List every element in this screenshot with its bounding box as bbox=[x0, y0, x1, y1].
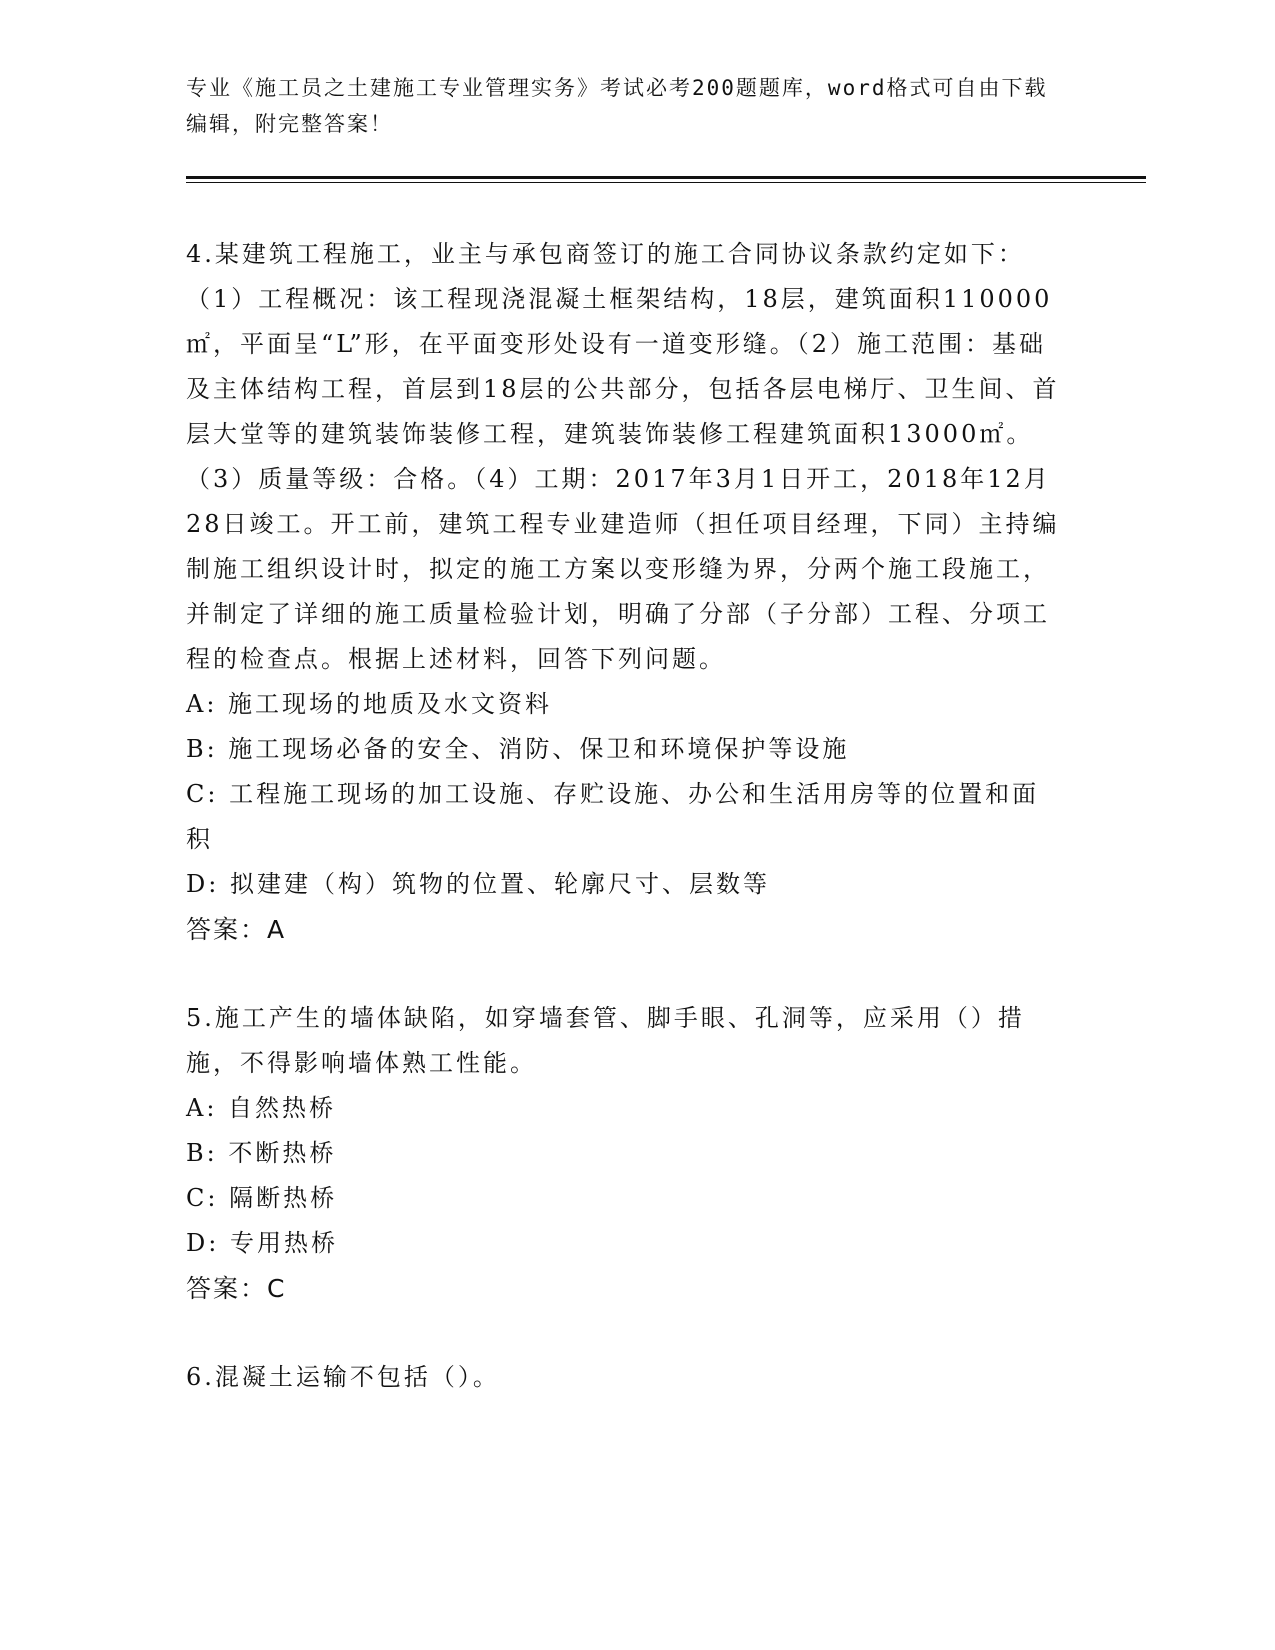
header-rule-thin bbox=[186, 182, 1146, 183]
option-c: C: 工程施工现场的加工设施、存贮设施、办公和生活用房等的位置和面积 bbox=[186, 780, 1040, 853]
question-4 bbox=[186, 232, 1066, 952]
answer-label: 答案：A bbox=[186, 915, 287, 944]
option-d: D: 专用热桥 bbox=[186, 1229, 338, 1257]
answer-label: 答案：C bbox=[186, 1274, 287, 1303]
option-a: A: 自然热桥 bbox=[186, 1094, 337, 1122]
option-c: C: 隔断热桥 bbox=[186, 1184, 338, 1212]
question-6 bbox=[186, 1355, 1066, 1400]
option-b: B: 不断热桥 bbox=[186, 1139, 337, 1167]
question-list bbox=[186, 232, 1066, 1444]
question-stem: 4.某建筑工程施工，业主与承包商签订的施工合同协议条款约定如下：（1）工程概况：该工程现浇混凝土框架结构，18层，建筑面积110000㎡，平面呈“L”形，在平面变形处设有一道变形缝。（2）施工范围：基础及主体结构工程，首层到18层的公共部分，包括各层电梯厅、卫生间、首层大堂等的建筑装饰装修工程，建筑装饰装修工程建筑面积13000㎡。（3）质量等级：合格。（4）工期：2017年3月1日开工，2018年12月28日竣工。开工前，建筑工程专业建造师（担任项目经理，下同）主持编制施工组织设计时，拟定的施工方案以变形缝为界，分两个施工段施工，并制定了详细的施工质量检验计划，明确了分部（子分部）工程、分项工程的检查点。根据上述材料，回答下列问题。 bbox=[186, 240, 1060, 673]
option-d: D: 拟建建（构）筑物的位置、轮廓尺寸、层数等 bbox=[186, 870, 770, 898]
question-stem: 6.混凝土运输不包括（）。 bbox=[186, 1363, 500, 1391]
option-a: A: 施工现场的地质及水文资料 bbox=[186, 690, 553, 718]
document-header: 专业《施工员之土建施工专业管理实务》考试必考200题题库，word格式可自由下载编辑，附完整答案！ bbox=[186, 76, 1048, 136]
question-stem: 5.施工产生的墙体缺陷，如穿墙套管、脚手眼、孔洞等，应采用（）措施，不得影响墙体熟工性能。 bbox=[186, 1004, 1025, 1077]
header-rule-thick bbox=[186, 176, 1146, 179]
question-5 bbox=[186, 996, 1066, 1311]
option-b: B: 施工现场必备的安全、消防、保卫和环境保护等设施 bbox=[186, 735, 850, 763]
